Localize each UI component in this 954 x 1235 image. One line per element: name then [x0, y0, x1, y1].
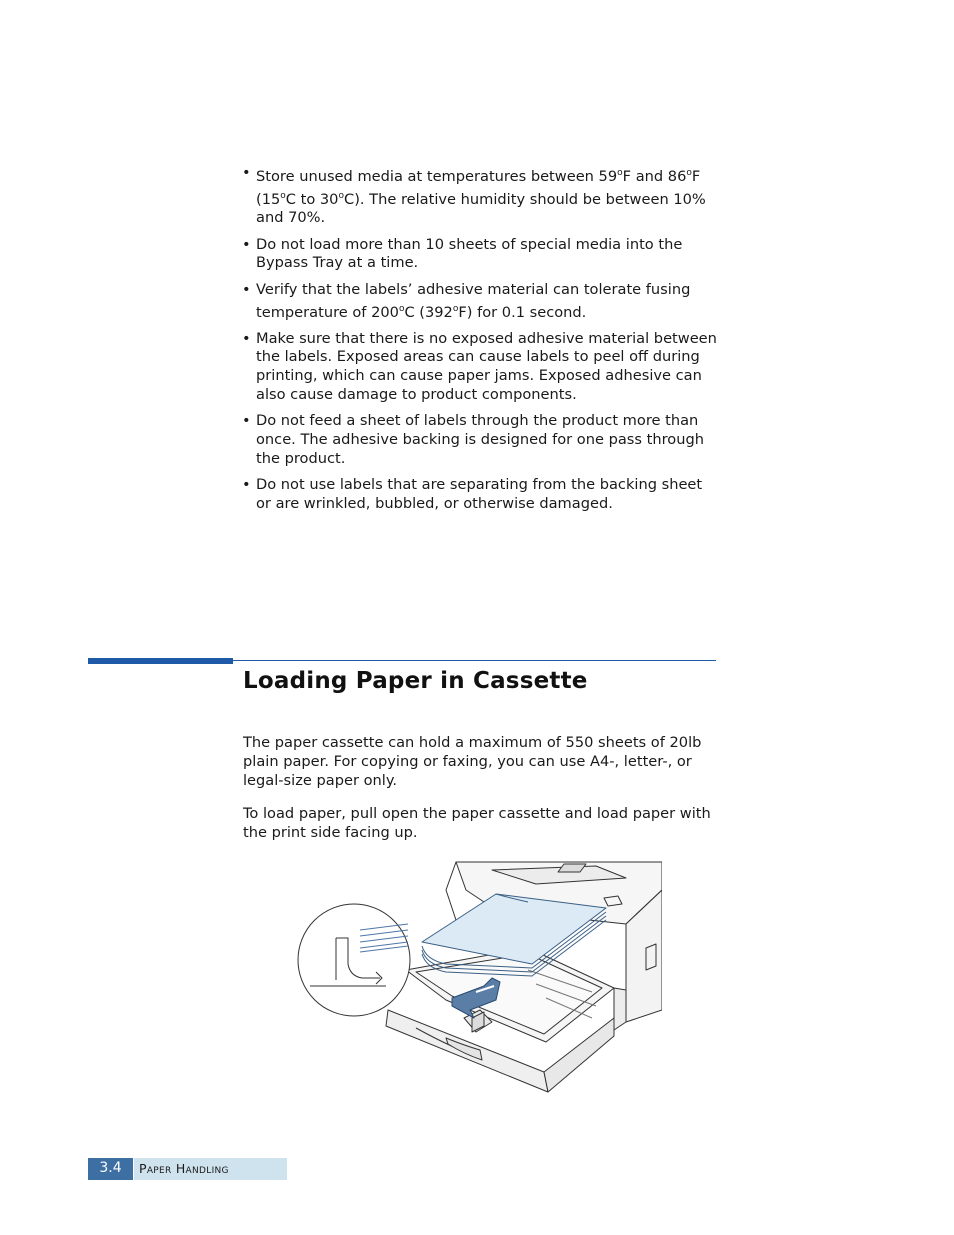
bullet-text: F (15: [256, 167, 701, 208]
bullet-text: Store unused media at temperatures between 59: [256, 167, 618, 185]
bullet-text: C to 30: [285, 190, 339, 208]
bullet-text: C). The relative humidity should be between 10% and 70%.: [256, 190, 706, 227]
bullet-item-storage: [242, 164, 718, 228]
bullet-item-bypass: [242, 236, 718, 274]
page-number: 3.4: [88, 1158, 133, 1180]
paragraph-load-instructions: To load paper, pull open the paper cassette and load paper with the print side facing up.: [243, 805, 711, 841]
bullet-text: Make sure that there is no exposed adhesive material between the labels. Exposed areas can cause labels to peel off during printing, which can cause paper jams. Exposed adhesive can also cause damage to product components.: [256, 329, 717, 404]
chapter-title: Paper Handling: [134, 1158, 287, 1180]
bullet-symbol: •: [242, 235, 251, 253]
bullet-symbol: •: [242, 164, 251, 181]
degree-sup: o: [280, 190, 286, 201]
section-heading: Loading Paper in Cassette: [243, 668, 588, 694]
bullet-list: [242, 164, 718, 521]
paragraph-capacity: The paper cassette can hold a maximum of 550 sheets of 20lb plain paper. For copying or faxing, you can use A4-, letter-, or legal-size paper only.: [243, 734, 702, 789]
degree-sup: o: [617, 168, 623, 178]
degree-sup: o: [398, 303, 405, 314]
section-divider: [88, 658, 716, 664]
paper-cassette-illustration: [296, 860, 662, 1096]
bullet-text: Do not load more than 10 sheets of special media into the Bypass Tray at a time.: [256, 235, 683, 272]
bullet-item-adhesive: [242, 330, 718, 405]
section-divider-thick: [88, 658, 233, 664]
degree-sup: o: [338, 190, 344, 201]
bullet-symbol: •: [242, 412, 251, 430]
bullet-symbol: •: [242, 476, 251, 494]
bullet-symbol: •: [242, 329, 251, 347]
page-footer: [88, 1158, 288, 1180]
degree-sup: o: [686, 168, 692, 178]
bullet-item-fusing: [242, 281, 718, 322]
bullet-text: Verify that the labels’ adhesive material can tolerate fusing temperature of 200: [256, 280, 691, 321]
bullet-item-damaged: [242, 476, 718, 514]
bullet-symbol: •: [242, 280, 251, 298]
bullet-text: Do not use labels that are separating from the backing sheet or are wrinkled, bubbled, or otherwise damaged.: [256, 476, 703, 513]
bullet-text: Do not feed a sheet of labels through the product more than once. The adhesive backing is designed for one pass through the product.: [256, 412, 704, 467]
bullet-text: F and 86: [622, 167, 687, 185]
section-divider-thin: [233, 660, 716, 661]
degree-sup: o: [452, 303, 459, 314]
bullet-text: F) for 0.1 second.: [458, 303, 587, 321]
bullet-item-once: [242, 412, 718, 468]
bullet-text: C (392: [404, 303, 453, 321]
